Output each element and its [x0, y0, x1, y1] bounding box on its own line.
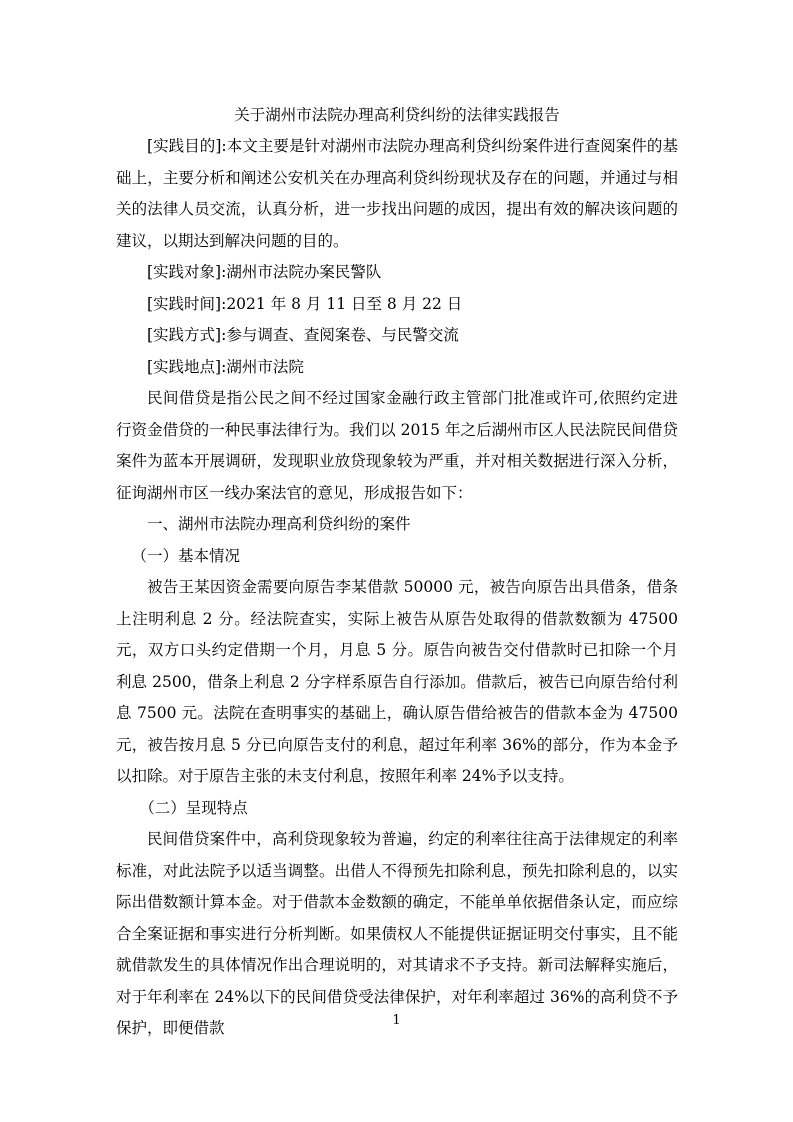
page-number: 1 [392, 1013, 401, 1028]
paragraph-time: [实践时间]:2021 年 8 月 11 日至 8 月 22 日 [147, 294, 463, 313]
paragraph-features: 民间借贷案件中，高利贷现象较为普遍，约定的利率往往高于法律规定的利率标准，对此法院予以适当调整。出借人不得预先扣除利息，预先扣除利息的，以实际出借数额计算本金。对于借款本金数额的确定，不能单单依据借条认定，而应综合全案证据和事实进行分析判断。如果债权人不能提供证据证明交付事实，且不能就借款发生的具体情况作出合理说明的，对其请求不予支持。新司法解释实施后，对于年利率在 24%以下的民间借贷受法律保护，对年利率超过 36%的高利贷不予保护，即便借款 [116, 830, 678, 1037]
subsection-heading-features: （二）呈现特点 [139, 798, 248, 817]
document-title: 关于湖州市法院办理高利贷纠纷的法律实践报告 [234, 106, 560, 124]
document-body [116, 100, 678, 1045]
subsection-heading-basic: （一）基本情况 [131, 546, 241, 565]
paragraph-intro: 民间借贷是指公民之间不经过国家金融行政主管部门批准或许可,依照约定进行资金借贷的一种民事法律行为。我们以 2015 年之后湖州市区人民法院民间借贷案件为蓝本开展调研，发现职业放贷现象较为严重，并对相关数据进行深入分析，征询湖州市区一线办案法官的意见，形成报告如下： [116, 389, 678, 502]
paragraph-object: [实践对象]:湖州市法院办案民警队 [147, 263, 382, 281]
paragraph-case: 被告王某因资金需要向原告李某借款 50000 元，被告向原告出具借条，借条上注明利息 2 分。经法院查实，实际上被告从原告处取得的借款数额为 47500 元，双方口头约定借期一个月，月息 5 分。原告向被告交付借款时已扣除一个月利息 2500，借条上利息 2 分字样系原告自行添加。借款后，被告已向原告给付利息 7500 元。法院在查明事实的基础上，确认原告借给被告的借款本金为 47500 元，被告按月息 5 分已向原告支付的利息，超过年利率 36%的部分，作为本金予以扣除。对于原告主张的未支付利息，按照年利率 24%予以支持。 [116, 578, 678, 785]
paragraph-purpose: [实践目的]:本文主要是针对湖州市法院办理高利贷纠纷案件进行查阅案件的基础上，主要分析和阐述公安机关在办理高利贷纠纷现状及存在的问题，并通过与相关的法律人员交流，认真分析，进一步找出问题的成因，提出有效的解决该问题的建议，以期达到解决问题的目的。 [116, 137, 678, 250]
paragraph-location: [实践地点]:湖州市法院 [147, 357, 304, 376]
paragraph-method: [实践方式]:参与调查、查阅案卷、与民警交流 [147, 326, 459, 344]
section-heading-1: 一、湖州市法院办理高利贷纠纷的案件 [147, 515, 411, 533]
